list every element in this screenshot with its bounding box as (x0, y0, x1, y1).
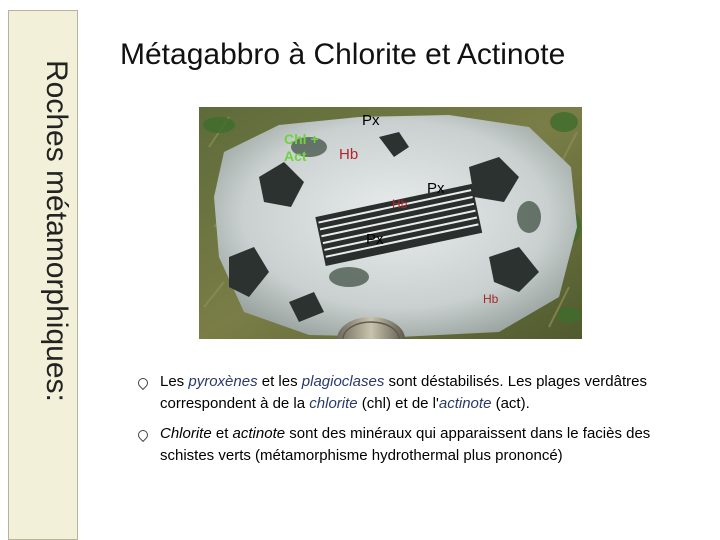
label-hb: Hb (339, 146, 359, 163)
bullet-text: sont déstabilisés. Les plages verdâtres correspondent à de la (160, 373, 647, 412)
bullet-item (130, 371, 690, 415)
term-actinote: actinote (232, 425, 286, 442)
side-title: Roches métamorphiques: (40, 60, 73, 402)
label-chl-act (284, 131, 319, 165)
slide-title: Métagabbro à Chlorite et Actinote (120, 38, 566, 71)
bullet-text: (chl) et de l' (357, 395, 439, 412)
bullet-text: et les (257, 373, 302, 390)
bullet-text: (act). (491, 395, 530, 412)
label-act-line: Act (284, 148, 307, 164)
bullet-text: Les (160, 373, 189, 390)
bullet-item (130, 423, 690, 467)
bullet-list (130, 371, 690, 475)
term-chlorite: chlorite (309, 395, 358, 412)
rock-photo (199, 107, 582, 339)
term-actinote: actinote (438, 395, 492, 412)
label-px: Px (366, 231, 384, 248)
label-px: Px (362, 112, 380, 129)
term-plagioclases: plagioclases (301, 373, 385, 390)
bullet-icon (136, 424, 150, 444)
label-chl-line: Chl + (284, 131, 319, 147)
term-chlorite: Chlorite (160, 425, 212, 442)
bullet-text: sont des minéraux qui apparaissent dans le faciès des schistes verts (métamorphisme hydrothermal plus prononcé) (160, 425, 651, 464)
bullet-icon (136, 372, 150, 392)
label-px: Px (427, 180, 445, 197)
term-pyroxenes: pyroxènes (188, 373, 258, 390)
label-hb: Hb (483, 292, 499, 306)
label-hb: Hb (392, 197, 408, 211)
bullet-text: et (211, 425, 233, 442)
